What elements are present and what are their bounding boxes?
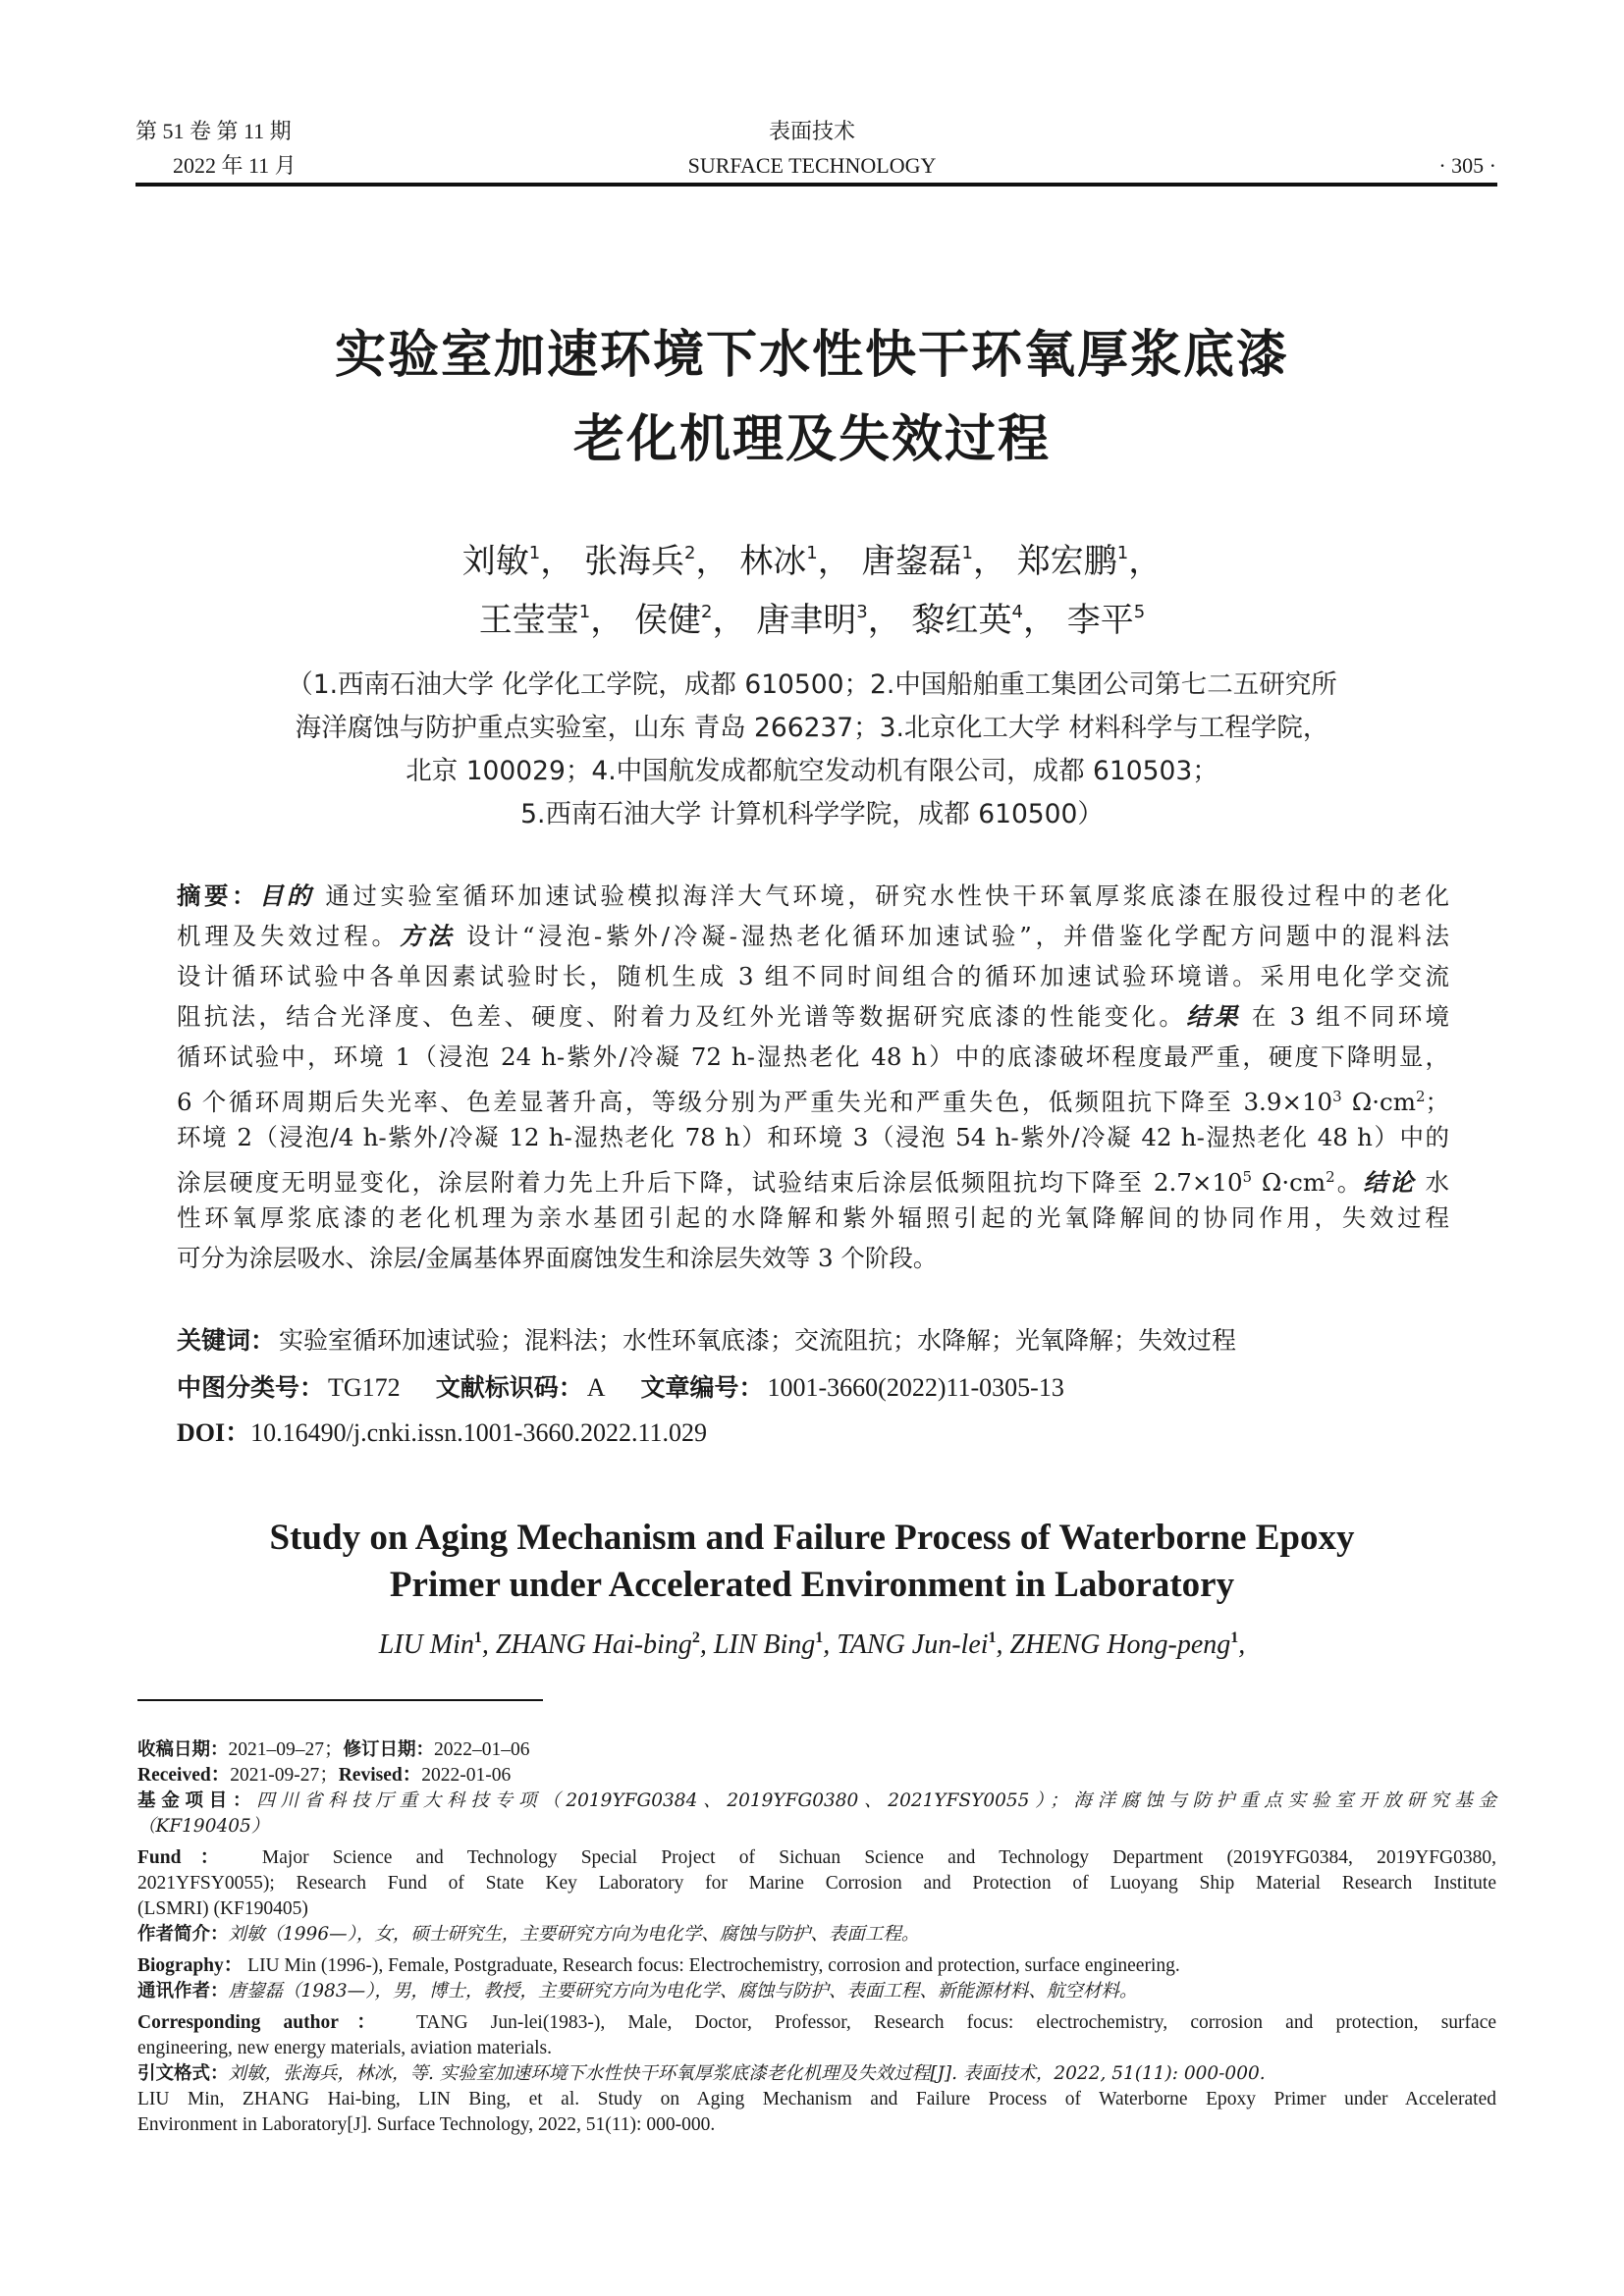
author[interactable]: 唐鋆磊$^1$ xyxy=(861,542,973,581)
corr-en: Corresponding author： TANG Jun-lei(1983-), Male, Doctor, Professor, Research focus: electrochemistry, corrosion and protection, surface xyxy=(137,2012,1496,2033)
author[interactable]: 刘敏$^1$ xyxy=(461,542,541,581)
footnote-rule xyxy=(137,1699,543,1701)
title-en-line2: Primer under Accelerated Environment in Laboratory xyxy=(389,1565,1235,1605)
abstract-line: 涂层硬度无明显变化，涂层附着力先上升后下降，试验结束后涂层低频阻抗均下降至 $2.7\times 10^5$ $\Omega\cdot cm^2$。结论 水 xyxy=(177,1168,1450,1198)
author[interactable]: 张海兵$^2$ xyxy=(584,542,696,581)
bio-en: Biography： LIU Min (1996-), Female, Postgraduate, Research focus: Electrochemistry, corrosion and protection, surface engineering. xyxy=(137,1955,1180,1976)
corr-en-cont: engineering, new energy materials, aviation materials. xyxy=(137,2038,552,2058)
cite-en: LIU Min, ZHANG Hai-bing, LIN Bing, et al. Study on Aging Mechanism and Failure Process of Waterborne Epoxy Primer under Accelerated xyxy=(137,2089,1496,2109)
cite-en-cont: Environment in Laboratory[J]. Surface Technology, 2022, 51(11): 000-000. xyxy=(137,2114,716,2135)
abstract-line: 循环试验中，环境 1（浸泡 24 h-紫外/冷凝 72 h-湿热老化 48 h）中的底漆破坏程度最严重，硬度下降明显， xyxy=(177,1042,1449,1071)
footnotes xyxy=(137,1737,1496,2138)
authors-en: LIU Min$^1$, ZHANG Hai-bing$^2$, LIN Bing$^1$, TANG Jun-lei$^1$, ZHENG Hong-peng$^1$, xyxy=(378,1629,1246,1660)
journal-name-cn: 表面技术 xyxy=(768,119,855,143)
author[interactable]: 林冰$^1$ xyxy=(739,542,818,581)
method-label: 方法 xyxy=(399,922,456,950)
abstract-line: 设计循环试验中各单因素试验时长，随机生成 3 组不同时间组合的循环加速试验环境谱。采用电化学交流 xyxy=(177,962,1449,990)
affiliation-line: （1.西南石油大学 化学化工学院，成都 610500；2.中国船舶重工集团公司第七二五研究所 xyxy=(287,669,1337,700)
author[interactable]: 黎红英$^4$ xyxy=(911,601,1023,640)
doi-link[interactable]: 10.16490/j.cnki.issn.1001-3660.2022.11.029 xyxy=(250,1418,707,1447)
authors-cn-line1: 刘敏$^1$， 张海兵$^2$， 林冰$^1$， 唐鋆磊$^1$， 郑宏鹏$^1$， xyxy=(461,542,1163,581)
abstract-line: 环境 2（浸泡/4 h-紫外/冷凝 12 h-湿热老化 78 h）和环境 3（浸泡 54 h-紫外/冷凝 42 h-湿热老化 48 h）中的 xyxy=(177,1123,1449,1151)
fund-en: Fund： Major Science and Technology Special Project of Sichuan Science and Technology Department (2019YFG0384, 2019YFG0380, xyxy=(137,1847,1496,1868)
abstract-line: 性环氧厚浆底漆的老化机理为亲水基团引起的水降解和紫外辐照引起的光氧降解间的协同作用，失效过程 xyxy=(177,1203,1449,1232)
abstract-line: 可分为涂层吸水、涂层/金属基体界面腐蚀发生和涂层失效等 3 个阶段。 xyxy=(177,1244,938,1272)
author-en[interactable]: LIU Min$^1$ xyxy=(378,1629,482,1660)
author[interactable]: 唐聿明$^3$ xyxy=(756,601,868,640)
result-label: 结果 xyxy=(1186,1002,1241,1031)
doi-label: DOI： xyxy=(177,1418,251,1447)
abstract-line: 6 个循环周期后失光率、色差显著升高，等级分别为严重失光和严重失色，低频阻抗下降至 $3.9\times 10^3$ $\Omega\cdot cm^2$； xyxy=(177,1088,1450,1117)
affiliation-line: 海洋腐蚀与防护重点实验室，山东 青岛 266237；3.北京化工大学 材料科学与工程学院， xyxy=(295,713,1329,743)
fund-en-cont: 2021YFSY0055); Research Fund of State Key Laboratory for Marine Corrosion and Protection of Luoyang Ship Material Research Institute xyxy=(137,1873,1496,1894)
page-number: · 305 · xyxy=(1438,153,1496,178)
keywords xyxy=(177,1322,1236,1360)
article-label: 文章编号： xyxy=(640,1373,764,1402)
abstract xyxy=(177,876,1449,1278)
abstract-line: 机理及失效过程。方法 设计“浸泡-紫外/冷凝-湿热老化循环加速试验”，并借鉴化学配方问题中的混料法 xyxy=(177,922,1449,950)
fund-cn-cont: （KF190405） xyxy=(137,1816,270,1837)
abstract-label: 摘要： xyxy=(177,881,260,910)
received-cn: 收稿日期：2021–09–27；修订日期：2022–01–06 xyxy=(137,1739,530,1760)
abstract-line: 摘要：目的 通过实验室循环加速试验模拟海洋大气环境，研究水性快干环氧厚浆底漆在服役过程中的老化 xyxy=(177,881,1450,910)
article-value: 1001-3660(2022)11-0305-13 xyxy=(767,1373,1064,1402)
cite-cn: 引文格式：刘敏，张海兵，林冰，等. 实验室加速环境下水性快干环氧厚浆底漆老化机理及失效过程[J]. 表面技术，2022, 51(11): 000-000. xyxy=(137,2063,1266,2084)
journal-name-en: SURFACE TECHNOLOGY xyxy=(687,153,937,178)
bio-cn: 作者简介：刘敏（1996—），女，硕士研究生，主要研究方向为电化学、腐蚀与防护、表面工程。 xyxy=(137,1924,920,1945)
clc-label: 中图分类号： xyxy=(177,1373,325,1402)
author-en[interactable]: ZHANG Hai-bing$^2$ xyxy=(495,1629,700,1660)
received-en: Received：2021-09-27；Revised：2022-01-06 xyxy=(137,1765,512,1786)
header-rule xyxy=(135,183,1497,187)
authors-cn-line2: 王莹莹$^1$， 侯健$^2$， 唐聿明$^3$， 黎红英$^4$， 李平$^5$ xyxy=(478,601,1146,640)
fund-en-cont: (LSMRI) (KF190405) xyxy=(137,1898,308,1919)
author-en[interactable]: ZHENG Hong-peng$^1$ xyxy=(1009,1629,1239,1660)
title-cn-line2: 老化机理及失效过程 xyxy=(572,410,1051,469)
author[interactable]: 李平$^5$ xyxy=(1066,601,1146,640)
title-en-line1: Study on Aging Mechanism and Failure Process of Waterborne Epoxy xyxy=(269,1518,1355,1558)
conclusion-label: 结论 xyxy=(1363,1168,1416,1198)
classification xyxy=(177,1369,1064,1407)
clc-value: TG172 xyxy=(328,1373,401,1402)
fund-cn: 基金项目：四川省科技厅重大科技专项（2019YFG0384、2019YFG0380、2021YFSY0055）；海洋腐蚀与防护重点实验室开放研究基金 xyxy=(137,1790,1496,1811)
corr-cn: 通讯作者：唐鋆磊（1983—），男，博士，教授，主要研究方向为电化学、腐蚀与防护、表面工程、新能源材料、航空材料。 xyxy=(137,1981,1138,2002)
purpose-label: 目的 xyxy=(259,881,315,910)
doc-value: A xyxy=(586,1373,606,1402)
abstract-line: 阻抗法，结合光泽度、色差、硬度、附着力及红外光谱等数据研究底漆的性能变化。结果 在 3 组不同环境 xyxy=(177,1002,1449,1031)
keywords-label: 关键词： xyxy=(177,1326,276,1355)
doi xyxy=(177,1415,707,1452)
affiliation-line: 5.西南石油大学 计算机科学学院，成都 610500） xyxy=(520,799,1104,829)
title-cn-line1: 实验室加速环境下水性快干环氧厚浆底漆 xyxy=(334,326,1289,385)
volume-issue: 第 51 卷 第 11 期 xyxy=(135,119,292,143)
author-en[interactable]: LIN Bing$^1$ xyxy=(713,1629,824,1660)
keywords-text: 实验室循环加速试验；混料法；水性环氧底漆；交流阻抗；水降解；光氧降解；失效过程 xyxy=(279,1326,1237,1355)
author[interactable]: 侯健$^2$ xyxy=(634,601,713,640)
author[interactable]: 郑宏鹏$^1$ xyxy=(1016,542,1129,581)
affiliation-line: 北京 100029；4.中国航发成都航空发动机有限公司，成都 610503； xyxy=(406,756,1218,786)
issue-date: 2022 年 11 月 xyxy=(173,153,297,178)
doc-label: 文献标识码： xyxy=(435,1373,583,1402)
author-en[interactable]: TANG Jun-lei$^1$ xyxy=(837,1629,997,1660)
author[interactable]: 王莹莹$^1$ xyxy=(478,601,591,640)
